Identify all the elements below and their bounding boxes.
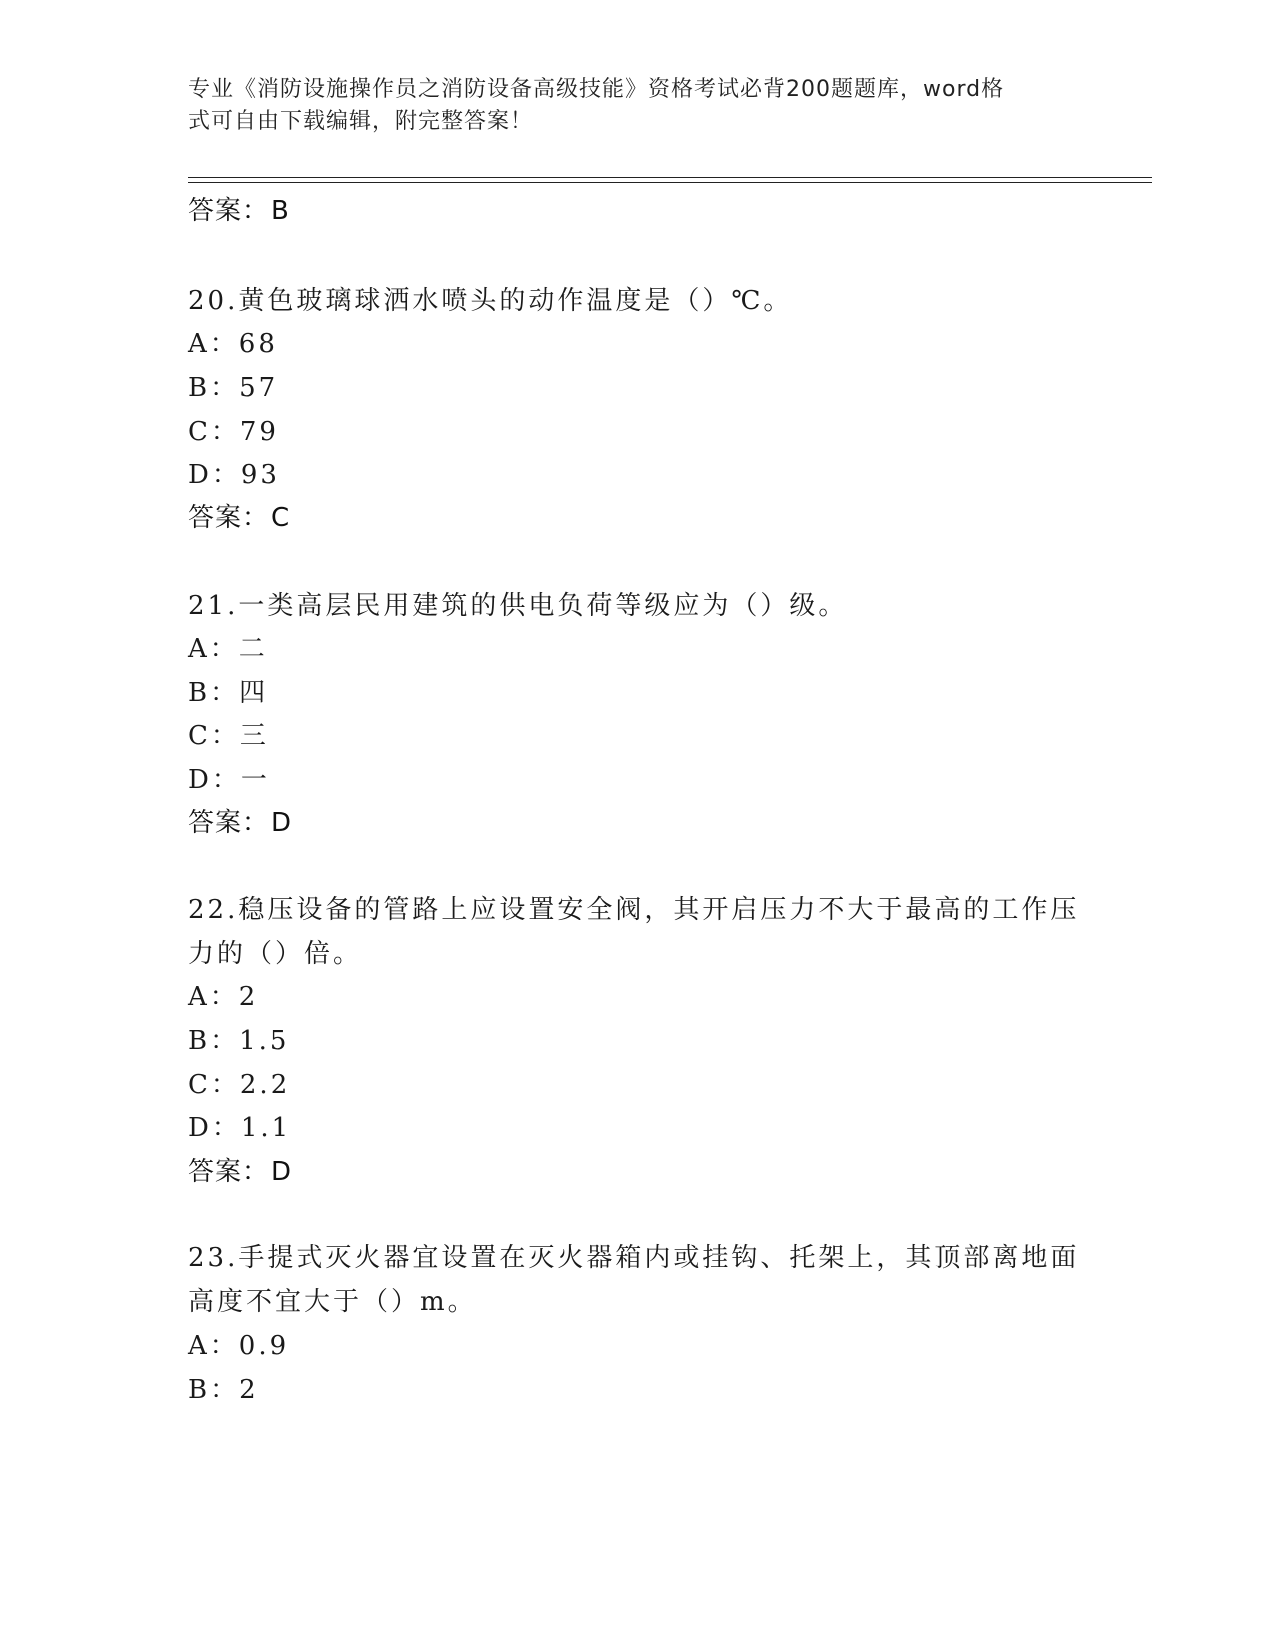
question-22-option-d: D：1.1: [188, 1113, 292, 1143]
answer-label: 答案：: [188, 808, 270, 838]
question-20-option-a: A：68: [188, 329, 278, 359]
header-line-1: 专业《消防设施操作员之消防设备高级技能》资格考试必背200题题库，word格: [188, 77, 1005, 102]
question-23-stem-line-1: 23.手提式灭火器宜设置在灭火器箱内或挂钩、托架上，其顶部离地面: [188, 1243, 1080, 1273]
question-22-option-b: B：1.5: [188, 1026, 290, 1056]
question-21-answer: [188, 802, 292, 839]
question-20-option-d: D：93: [188, 460, 280, 490]
question-20-option-b: B：57: [188, 373, 279, 403]
question-22-stem-line-2: 力的（）倍。: [188, 939, 363, 969]
header-line-2: 式可自由下载编辑，附完整答案！: [188, 109, 534, 134]
question-22-option-a: A：2: [188, 982, 259, 1012]
question-23-stem-line-2: 高度不宜大于（）m。: [188, 1287, 477, 1317]
question-23-option-b: B：2: [188, 1375, 259, 1405]
question-21-option-c: C：三: [188, 721, 269, 751]
question-21-option-a: A：二: [188, 634, 268, 664]
question-21-stem: 21.一类高层民用建筑的供电负荷等级应为（）级。: [188, 591, 848, 621]
question-21-option-d: D：一: [188, 765, 270, 795]
header-divider-bottom: [188, 182, 1152, 183]
previous-answer: [188, 190, 290, 227]
header-divider-top: [188, 177, 1152, 178]
question-23-option-a: A：0.9: [188, 1331, 290, 1361]
answer-label: 答案：: [188, 1157, 270, 1187]
answer-label: 答案：: [188, 503, 270, 533]
question-22-stem-line-1: 22.稳压设备的管路上应设置安全阀，其开启压力不大于最高的工作压: [188, 895, 1080, 925]
document-header: [188, 74, 1068, 138]
answer-value: C: [271, 503, 291, 533]
question-21-option-b: B：四: [188, 678, 269, 708]
answer-value: B: [271, 196, 290, 226]
answer-value: D: [271, 808, 293, 838]
question-22-option-c: C：2.2: [188, 1070, 291, 1100]
question-20-answer: [188, 497, 290, 534]
question-20-stem: 20.黄色玻璃球洒水喷头的动作温度是（）℃。: [188, 286, 793, 316]
question-22-answer: [188, 1151, 292, 1188]
answer-value: D: [271, 1157, 293, 1187]
question-20-option-c: C：79: [188, 417, 279, 447]
answer-label: 答案：: [188, 196, 270, 226]
